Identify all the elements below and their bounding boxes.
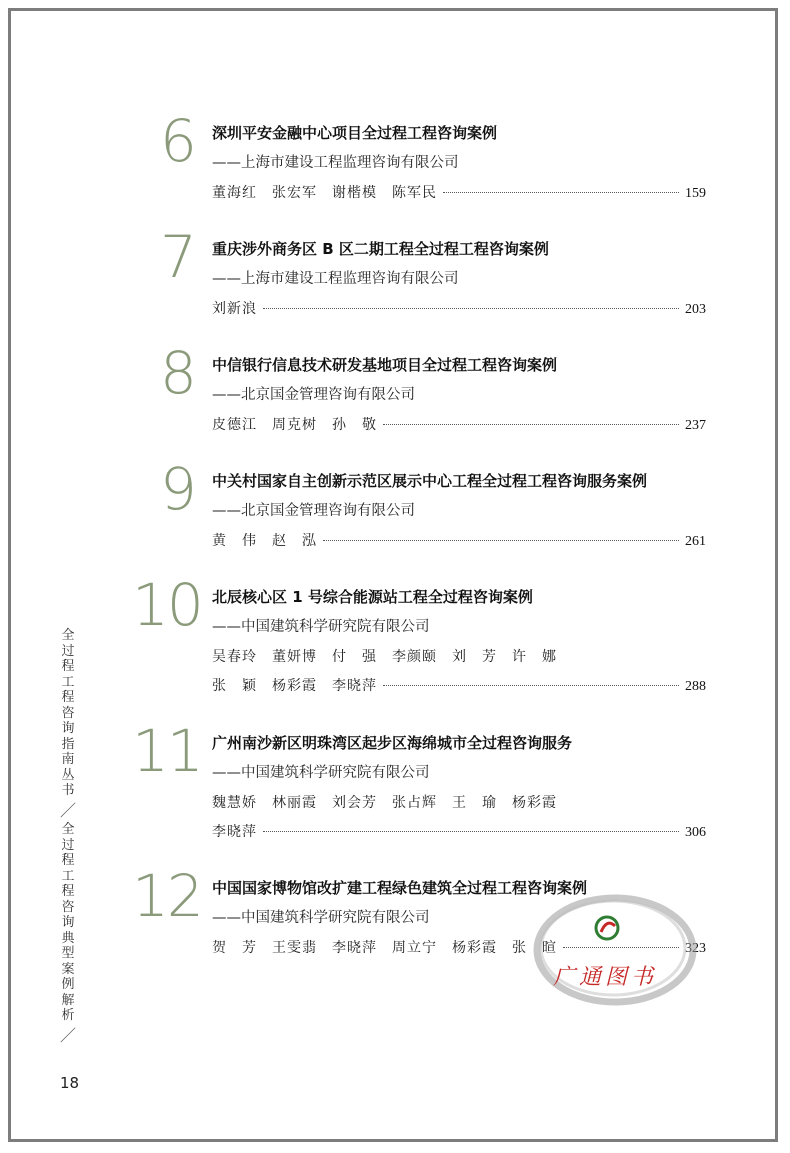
stamp-logo-icon	[596, 917, 618, 939]
chapter-authors: 贺 芳 王雯翡 李晓萍 周立宁 杨彩霞 张 暄	[212, 940, 557, 956]
leader-dots	[443, 191, 679, 193]
chapter-page[interactable]: 261	[685, 534, 706, 549]
divider-slash: ／	[59, 1025, 76, 1045]
chapter-number: 11	[132, 717, 202, 785]
chapter-authors: 魏慧娇 林丽霞 刘会芳 张占辉 王 瑜 杨彩霞	[212, 795, 557, 811]
chapter-number: 7	[160, 223, 195, 291]
chapter-authors: 刘新浪	[212, 301, 257, 317]
chapter-number: 9	[160, 455, 195, 523]
chapter-authors: 黄 伟 赵 泓	[212, 533, 317, 549]
stamp-text: 广通图书	[553, 965, 658, 990]
chapter-title[interactable]: 重庆涉外商务区 B 区二期工程全过程工程咨询案例	[212, 240, 549, 258]
chapter-number: 12	[132, 862, 202, 930]
chapter-authors: 李晓萍	[212, 824, 257, 840]
chapter-page[interactable]: 306	[685, 825, 706, 840]
leader-dots	[383, 684, 679, 686]
chapter-title[interactable]: 中信银行信息技术研发基地项目全过程工程咨询案例	[212, 356, 558, 374]
chapter-page[interactable]: 159	[685, 186, 706, 201]
chapter-title[interactable]: 北辰核心区 1 号综合能源站工程全过程咨询案例	[212, 588, 533, 606]
chapter-title[interactable]: 深圳平安金融中心项目全过程工程咨询案例	[212, 124, 498, 142]
book-title: 全过程工程咨询典型案例解析	[61, 822, 75, 1023]
chapter-page[interactable]: 288	[685, 679, 706, 694]
chapter-authors: 张 颖 杨彩霞 李晓萍	[212, 678, 377, 694]
leader-dots	[383, 423, 679, 425]
chapter-organization: ——中国建筑科学研究院有限公司	[212, 910, 430, 926]
chapter-organization: ——中国建筑科学研究院有限公司	[212, 619, 430, 635]
chapter-title[interactable]: 广州南沙新区明珠湾区起步区海绵城市全过程咨询服务	[212, 734, 573, 752]
leader-dots	[263, 830, 679, 832]
chapter-page[interactable]: 237	[685, 418, 706, 433]
chapter-organization: ——北京国金管理咨询有限公司	[212, 387, 415, 403]
chapter-organization: ——中国建筑科学研究院有限公司	[212, 765, 430, 781]
chapter-authors: 皮德江 周克树 孙 敬	[212, 417, 377, 433]
leader-dots	[263, 307, 679, 309]
chapter-organization: ——上海市建设工程监理咨询有限公司	[212, 271, 459, 287]
chapter-number: 10	[132, 571, 202, 639]
chapter-number: 6	[160, 107, 195, 175]
series-title: 全过程工程咨询指南丛书	[61, 628, 75, 798]
chapter-authors: 董海红 张宏军 谢楷模 陈军民	[212, 185, 437, 201]
chapter-authors: 吴春玲 董妍博 付 强 李颜颐 刘 芳 许 娜	[212, 649, 557, 665]
chapter-organization: ——北京国金管理咨询有限公司	[212, 503, 415, 519]
page-number: 18	[60, 1074, 80, 1092]
chapter-title[interactable]: 中国国家博物馆改扩建工程绿色建筑全过程工程咨询案例	[212, 879, 588, 897]
series-side-label	[58, 628, 78, 1047]
divider-slash: ／	[59, 800, 76, 820]
chapter-organization: ——上海市建设工程监理咨询有限公司	[212, 155, 459, 171]
chapter-title[interactable]: 中关村国家自主创新示范区展示中心工程全过程工程咨询服务案例	[212, 472, 648, 490]
leader-dots	[323, 539, 679, 541]
chapter-page[interactable]: 203	[685, 302, 706, 317]
chapter-number: 8	[160, 339, 195, 407]
chapter-page[interactable]: 323	[685, 941, 706, 956]
